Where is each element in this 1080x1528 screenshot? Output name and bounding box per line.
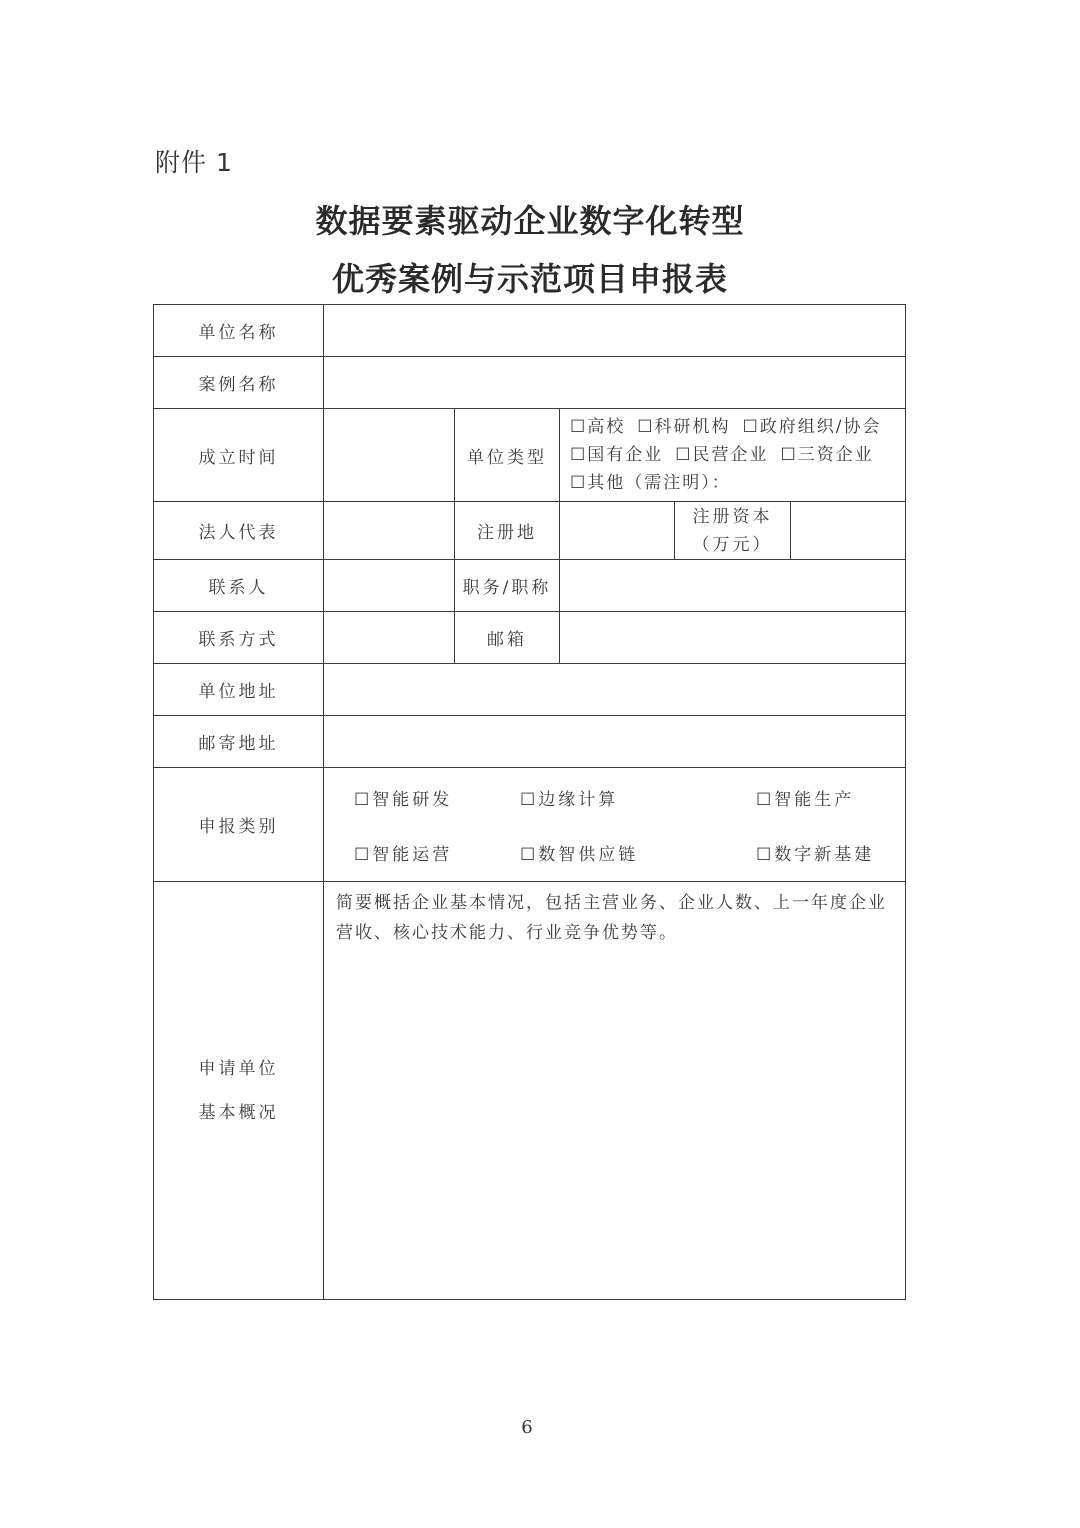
mailing-address-label: 邮寄地址 [154,716,324,768]
unit-name-field[interactable] [324,305,906,357]
profile-field[interactable] [324,882,906,1300]
category-option-smart-production[interactable]: ☐智能生产 [756,789,855,810]
unit-type-option-other[interactable]: ☐其他（需注明）： [570,473,731,493]
unit-type-option-university[interactable]: ☐高校 [570,417,626,437]
unit-type-option-foreign-invested[interactable]: ☐三资企业 [780,445,874,465]
form-title-line2: 优秀案例与示范项目申报表 [331,260,728,298]
unit-name-label: 单位名称 [154,305,324,357]
category-label: 申报类别 [154,768,324,882]
case-name-label: 案例名称 [154,357,324,409]
profile-label [154,882,324,1300]
established-field[interactable] [324,409,455,502]
registered-capital-unit: （万元） [692,534,773,555]
unit-type-option-government-association[interactable]: ☐政府组织/协会 [742,417,882,437]
page-number: 6 [521,1417,533,1438]
unit-type-option-private[interactable]: ☐民营企业 [675,445,769,465]
legal-rep-field[interactable] [324,502,455,560]
registered-capital-text: 注册资本 [692,506,773,527]
unit-type-options [560,409,906,502]
row-contact-person [154,560,906,612]
form-title-line1: 数据要素驱动企业数字化转型 [315,202,745,240]
category-option-digital-infrastructure[interactable]: ☐数字新基建 [756,844,875,865]
profile-label-line1: 申请单位 [198,1058,279,1079]
contact-person-field[interactable] [324,560,455,612]
contact-method-label: 联系方式 [154,612,324,664]
category-option-digital-supply-chain[interactable]: ☐数智供应链 [520,844,639,865]
registered-place-field[interactable] [560,502,675,560]
unit-address-label: 单位地址 [154,664,324,716]
contact-method-field[interactable] [324,612,455,664]
category-option-smart-rd[interactable]: ☐智能研发 [354,789,453,810]
registered-capital-field[interactable] [791,502,906,560]
row-unit-address [154,664,906,716]
category-option-edge-computing[interactable]: ☐边缘计算 [520,789,619,810]
position-label: 职务/职称 [455,560,560,612]
application-form-table [153,304,906,1300]
row-profile [154,882,906,1300]
row-contact-method [154,612,906,664]
registered-place-label: 注册地 [455,502,560,560]
category-options [324,768,906,882]
legal-rep-label: 法人代表 [154,502,324,560]
profile-hint: 简要概括企业基本情况，包括主营业务、企业人数、上一年度企业营收、核心技术能力、行业竞争优势等。 [336,893,887,943]
registered-capital-label [675,502,791,560]
unit-type-label: 单位类型 [455,409,560,502]
case-name-field[interactable] [324,357,906,409]
mailing-address-field[interactable] [324,716,906,768]
unit-type-option-research-institute[interactable]: ☐科研机构 [637,417,731,437]
row-legal-rep [154,502,906,560]
row-unit-name [154,305,906,357]
email-field[interactable] [560,612,906,664]
row-mailing-address [154,716,906,768]
contact-person-label: 联系人 [154,560,324,612]
row-case-name [154,357,906,409]
row-established-unit-type [154,409,906,502]
unit-address-field[interactable] [324,664,906,716]
row-category [154,768,906,882]
unit-type-option-state-owned[interactable]: ☐国有企业 [570,445,664,465]
category-option-smart-operations[interactable]: ☐智能运营 [354,844,453,865]
position-field[interactable] [560,560,906,612]
attachment-label: 附件 1 [155,148,233,177]
established-label: 成立时间 [154,409,324,502]
profile-label-line2: 基本概况 [198,1102,279,1123]
email-label: 邮箱 [455,612,560,664]
